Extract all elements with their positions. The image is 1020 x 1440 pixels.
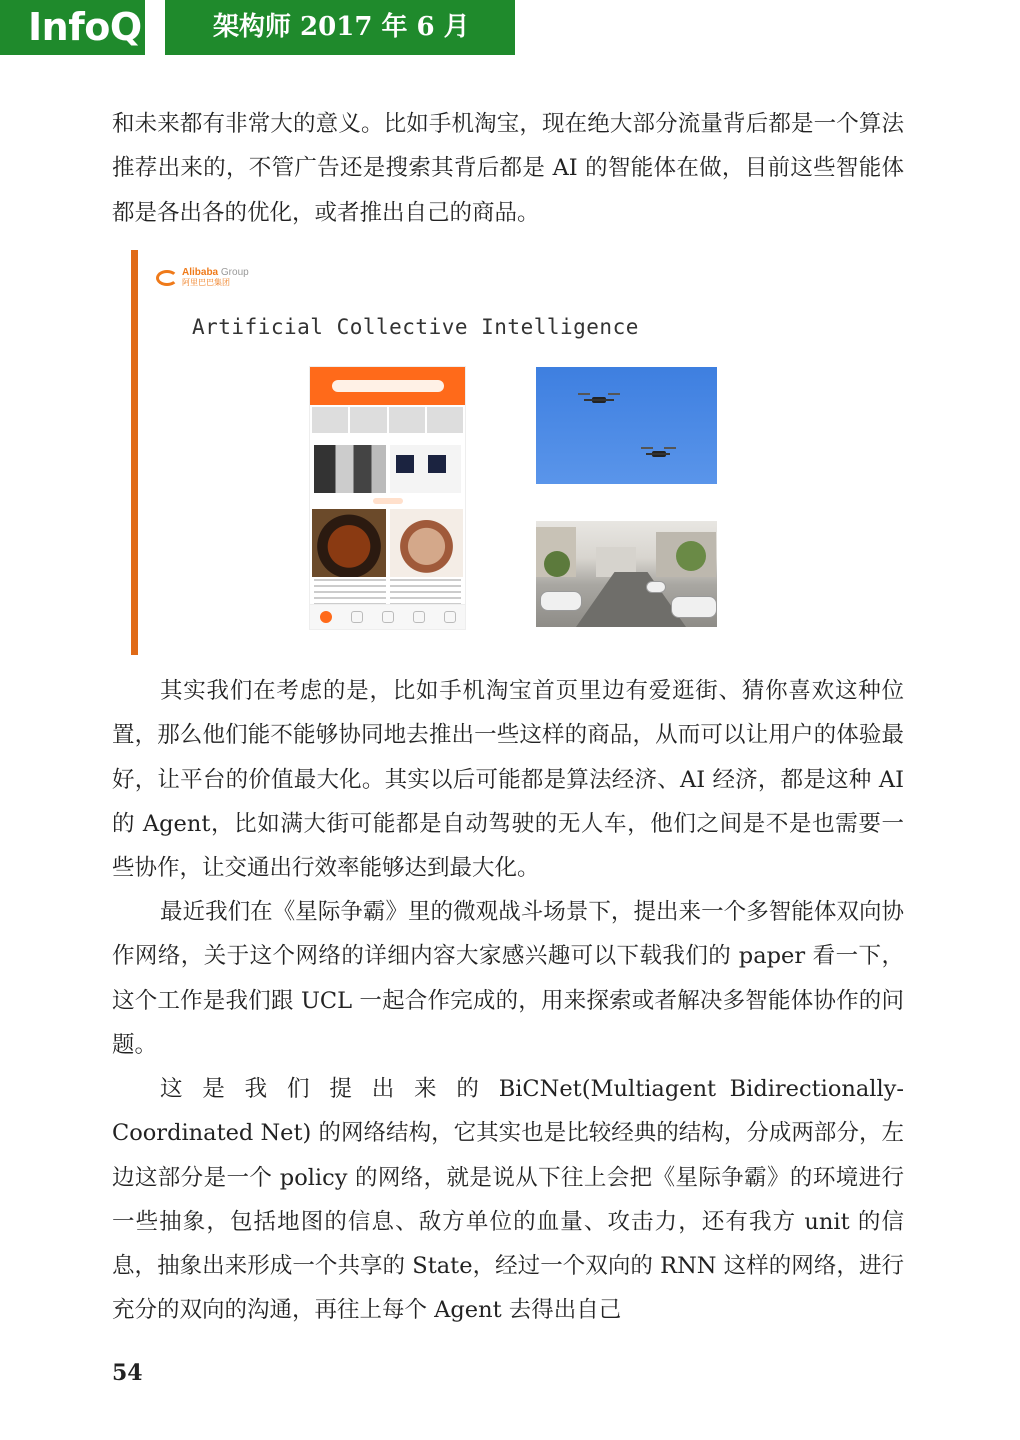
- issue-title: 架构师 2017 年 6 月: [165, 0, 515, 55]
- alibaba-logo: Alibaba Group 阿里巴巴集团: [156, 268, 249, 288]
- figure-title: Artificial Collective Intelligence: [192, 315, 639, 339]
- infoq-logo: InfoQ: [0, 0, 145, 55]
- paragraph-2: 其实我们在考虑的是，比如手机淘宝首页里边有爱逛街、猜你喜欢这种位置，那么他们能不能够协同地去推出一些这样的商品，从而可以让用户的体验最好，让平台的价值最大化。其实以后可能都是算法经济、AI 经济，都是这种 AI 的 Agent，比如满大街可能都是自动驾驶的无人车，他们之间是不是也需要一些协作，让交通出行效率能够达到最大化。: [112, 678, 904, 882]
- figure-accent-bar: [131, 250, 138, 655]
- paragraph-4: 这 是 我 们 提 出 来 的 BiCNet(Multiagent Bidirectionally-Coordinated Net) 的网络结构，它其实也是比较经典的结构，分成两部分，左边这部分是一个 policy 的网络，就是说从下往上会把《星际争霸》的环境进行一些抽象，包括地图的信息、敌方单位的血量、攻击力，还有我方 unit 的信息，抽象出来形成一个共享的 State，经过一个双向的 RNN 这样的网络，进行充分的双向的沟通，再往上每个 Agent 去得出自己: [112, 1076, 904, 1324]
- paragraph-1: 和未来都有非常大的意义。比如手机淘宝，现在绝大部分流量背后都是一个算法推荐出来的，不管广告还是搜索其背后都是 AI 的智能体在做，目前这些智能体都是各出各的优化，或者推出自己的商品。: [112, 111, 904, 226]
- taobao-screenshot: [309, 366, 466, 630]
- page-number: 54: [112, 1360, 143, 1386]
- autonomous-city-photo: [536, 521, 717, 627]
- paragraph-3: 最近我们在《星际争霸》里的微观战斗场景下，提出来一个多智能体双向协作网络，关于这个网络的详细内容大家感兴趣可以下载我们的 paper 看一下，这个工作是我们跟 UCL 一起合作完成的，用来探索或者解决多智能体协作的问题。: [112, 899, 904, 1058]
- alibaba-mark-icon: [156, 270, 178, 286]
- drones-photo: [536, 367, 717, 484]
